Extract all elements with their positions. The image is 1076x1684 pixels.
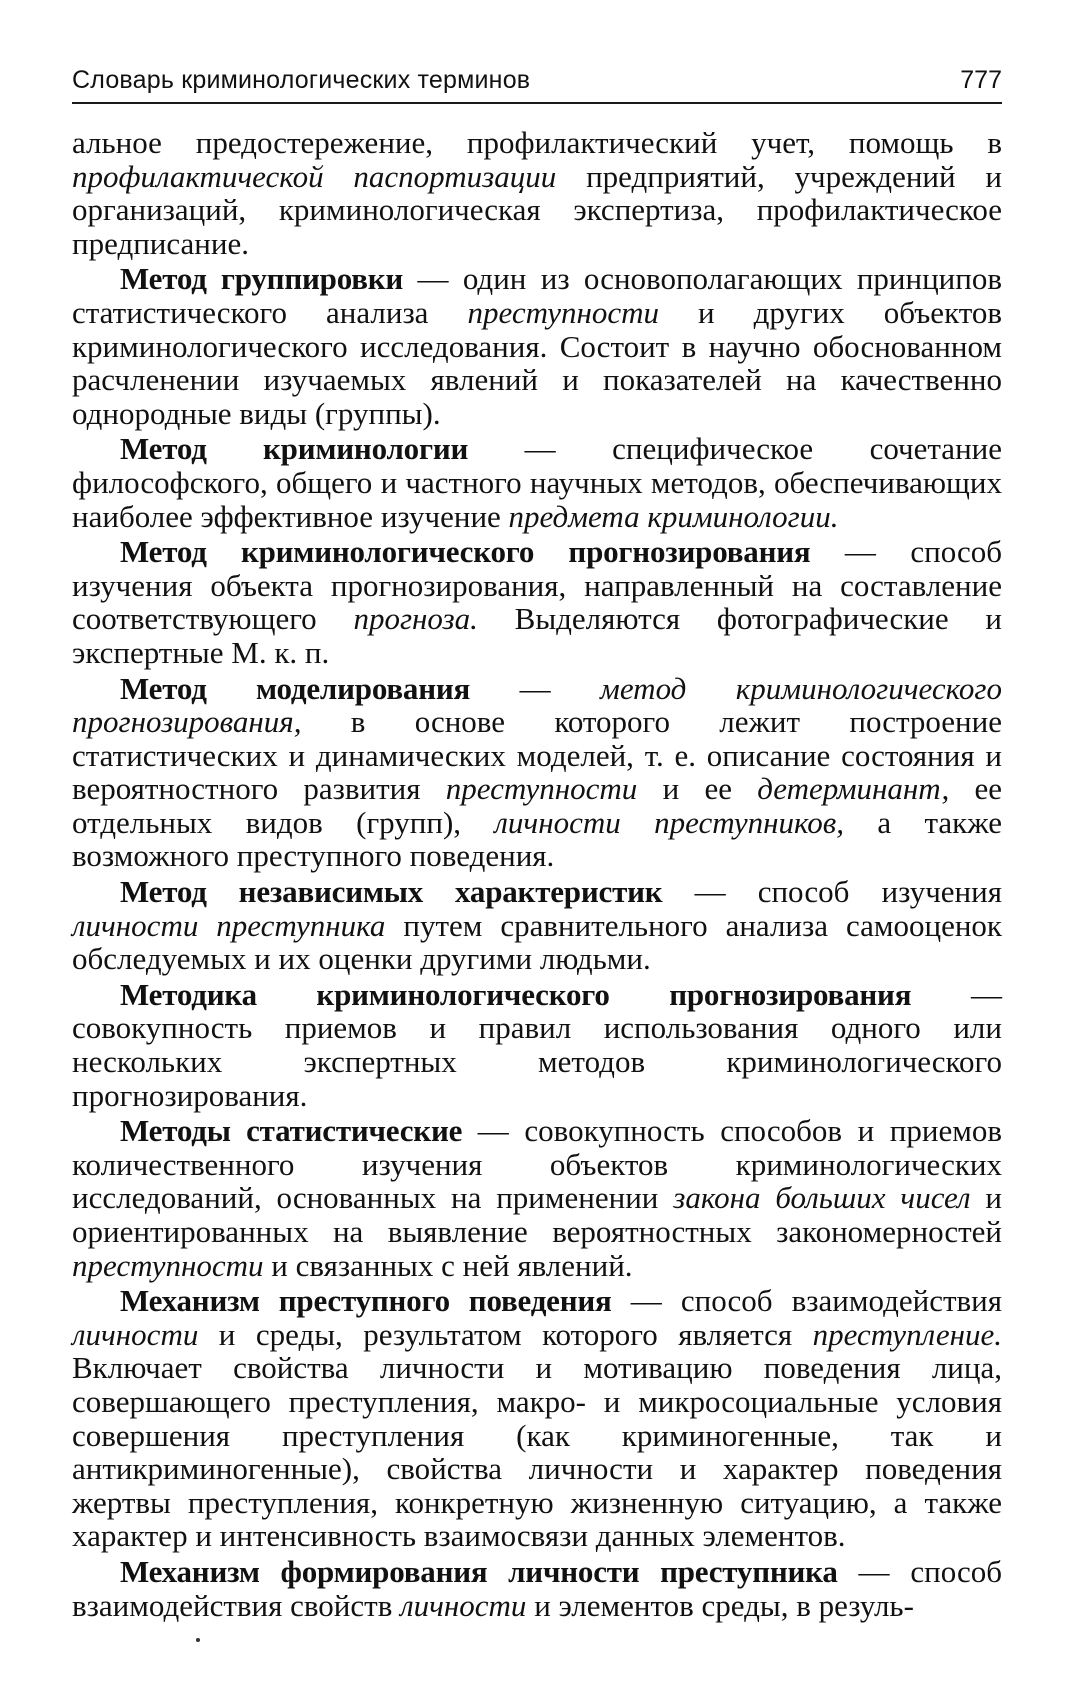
cross-reference: преступление.: [812, 1316, 1002, 1352]
entry-text: Выделяются фотографические и экспертные М. к. п.: [72, 601, 1002, 670]
cross-reference: закона больших чисел: [673, 1180, 971, 1216]
entry-term: Метод группировки: [120, 261, 404, 297]
cross-reference: преступности: [445, 771, 638, 807]
entry-text: — совокупность приемов и правил использования одного или нескольких экспертных методов криминологического прогнозирования.: [72, 976, 1002, 1113]
cross-reference: личности: [72, 1316, 199, 1352]
entry-text: и среды, результатом которого является: [198, 1316, 813, 1352]
entry-term: Методы статистические: [120, 1113, 463, 1149]
entry-term: Метод моделирования: [120, 670, 471, 706]
cross-reference: личности преступника: [72, 907, 386, 943]
cross-reference: предмета криминологии.: [508, 498, 839, 534]
entry-text: — специфическое сочетание философского, общего и частного научных методов, обеспечивающих наиболее эффективное изучение: [72, 431, 1003, 534]
entry-term: Механизм формирования личности преступника: [120, 1553, 838, 1589]
dictionary-entry: [72, 1284, 1002, 1553]
dictionary-entry: [72, 1555, 1002, 1622]
entry-continuation: [72, 126, 1002, 260]
entry-term: Метод криминологии: [120, 431, 469, 467]
dictionary-body: [72, 126, 1002, 1624]
cross-reference: профилактической паспортизации: [72, 158, 557, 194]
entry-term: Методика криминологического прогнозирования: [120, 976, 912, 1012]
entry-text: ее отдельных видов (групп),: [72, 771, 1002, 840]
dictionary-entry: [72, 262, 1002, 430]
entry-text: предприятий, учреждений и организаций, криминологическая экспертиза, профилактическое предписание.: [72, 158, 1003, 261]
entry-text: а также возможного преступного поведения.: [72, 804, 1002, 874]
cross-reference: личности: [400, 1587, 527, 1623]
dictionary-entry: [72, 978, 1002, 1112]
dictionary-entry: [72, 535, 1002, 669]
dictionary-entry: [72, 875, 1002, 976]
running-title: Словарь криминологических терминов: [72, 66, 531, 94]
entry-text: —: [470, 670, 601, 706]
entry-text: Включает свойства личности и мотивацию поведения лица, совершающего преступления, макро- и микросоциальные условия совершения преступления (как криминогенные, так и антикриминогенные), свойства личности и характер поведения жертвы преступления, конкретную жизненную ситуацию, а также характер и интенсивность взаимосвязи данных элементов.: [72, 1350, 1002, 1554]
cross-reference: личности преступников,: [494, 804, 844, 840]
entry-term: Метод независимых характеристик: [120, 874, 663, 910]
entry-term: Механизм преступного поведения: [120, 1283, 612, 1319]
cross-reference: метод криминологического прогнозирования,: [72, 670, 1003, 740]
entry-text: и ее: [637, 771, 758, 807]
page-number: 777: [960, 66, 1002, 94]
entry-text: альное предостережение, профилактический учет, помощь в: [72, 125, 1002, 160]
cross-reference: преступности: [467, 294, 659, 330]
entry-text: — способ взаимодействия свойств: [72, 1553, 1003, 1623]
entry-text: и других объектов криминологического исследования. Состоит в научно обоснованном расчленении изучаемых явлений и показателей на качественно однородные виды (группы).: [72, 294, 1002, 431]
cross-reference: прогноза.: [353, 601, 478, 637]
cross-reference: детерминант,: [757, 771, 950, 807]
entry-text: — способ изучения объекта прогнозирования, направленный на составление соответствующего: [72, 534, 1002, 637]
dictionary-entry: [72, 1114, 1002, 1282]
entry-text: — способ изучения: [662, 874, 1002, 910]
cross-reference: преступности: [72, 1247, 264, 1283]
dictionary-entry: [72, 432, 1002, 533]
dictionary-entry: [72, 672, 1002, 874]
entry-text: — способ взаимодействия: [611, 1283, 1002, 1319]
print-speck: [196, 1638, 200, 1642]
entry-text: и связанных с ней явлений.: [263, 1247, 633, 1283]
entry-text: путем сравнительного анализа самооценок обследуемых и их оценки другими людьми.: [72, 907, 1002, 977]
running-header: [72, 62, 1002, 104]
entry-text: — совокупность способов и приемов количественного изучения объектов криминологических исследований, основанных на применении: [72, 1113, 1002, 1216]
entry-text: и ориентированных на выявление вероятностных закономерностей: [72, 1180, 1002, 1249]
entry-text: и элементов среды, в резуль-: [526, 1587, 914, 1623]
entry-text: — один из основополагающих принципов статистического анализа: [72, 261, 1003, 330]
entry-text: в основе которого лежит построение статистических и динамических моделей, т. е. описание состояния и вероятностного развития: [72, 704, 1002, 807]
entry-term: Метод криминологического прогнозирования: [120, 534, 811, 570]
